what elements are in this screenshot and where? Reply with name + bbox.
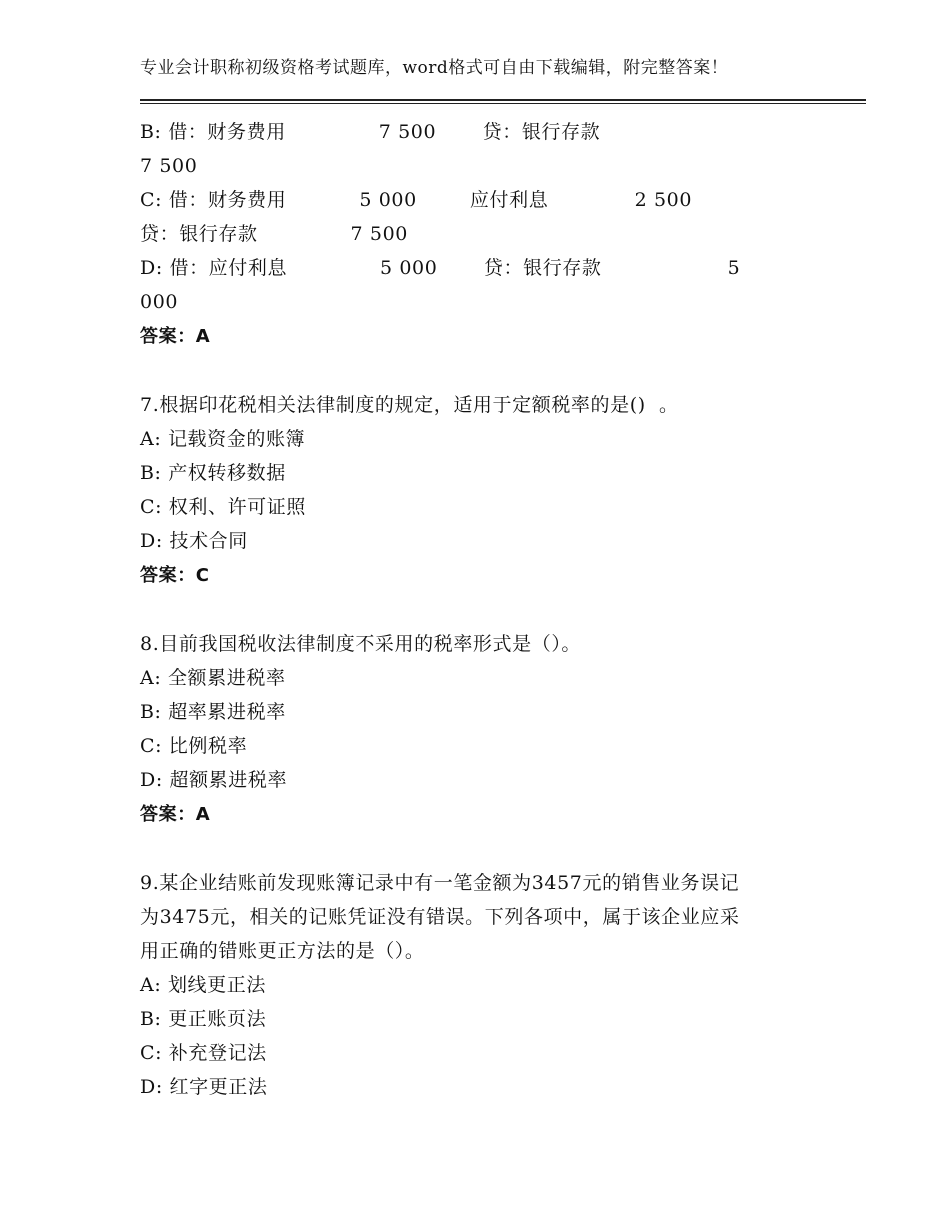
q7-option-b: B: 产权转移数据 [140, 462, 286, 484]
header-rule-thick [140, 99, 866, 101]
q7-option-d: D: 技术合同 [140, 530, 248, 552]
q7-option-a: A: 记载资金的账簿 [140, 428, 306, 450]
q8-option-b: B: 超率累进税率 [140, 701, 286, 723]
q6-option-d-continued: 000 [140, 291, 179, 313]
q9-option-a: A: 划线更正法 [140, 974, 266, 996]
q6-option-b-continued: 7 500 [140, 155, 198, 177]
q7-option-c: C: 权利、许可证照 [140, 496, 306, 518]
q6-option-b: B: 借：财务费用 7 500 贷：银行存款 [140, 121, 601, 143]
q6-option-c-continued: 贷：银行存款 7 500 [140, 223, 408, 245]
q8-option-d: D: 超额累进税率 [140, 769, 288, 791]
q8-answer: 答案：A [140, 804, 211, 825]
q7-stem: 7.根据印花税相关法律制度的规定，适用于定额税率的是() 。 [140, 394, 679, 416]
q9-stem-line-2: 为3475元，相关的记账凭证没有错误。下列各项中，属于该企业应采 [140, 906, 740, 928]
q9-stem-line-1: 9.某企业结账前发现账簿记录中有一笔金额为3457元的销售业务误记 [140, 872, 740, 894]
q8-option-a: A: 全额累进税率 [140, 667, 286, 689]
q9-option-b: B: 更正账页法 [140, 1008, 267, 1030]
q9-option-c: C: 补充登记法 [140, 1042, 267, 1064]
page-header: 专业会计职称初级资格考试题库，word格式可自由下载编辑，附完整答案！ [140, 58, 729, 78]
q7-answer: 答案：C [140, 565, 210, 586]
q8-stem: 8.目前我国税收法律制度不采用的税率形式是（）。 [140, 633, 582, 655]
header-rule-thin [140, 103, 866, 104]
q8-option-c: C: 比例税率 [140, 735, 248, 757]
q9-stem-line-3: 用正确的错账更正方法的是（）。 [140, 940, 425, 962]
q6-option-d: D: 借：应付利息 5 000 贷：银行存款 5 [140, 257, 741, 279]
q6-option-c: C: 借：财务费用 5 000 应付利息 2 500 [140, 189, 693, 211]
q9-option-d: D: 红字更正法 [140, 1076, 268, 1098]
q6-answer: 答案：A [140, 326, 211, 347]
